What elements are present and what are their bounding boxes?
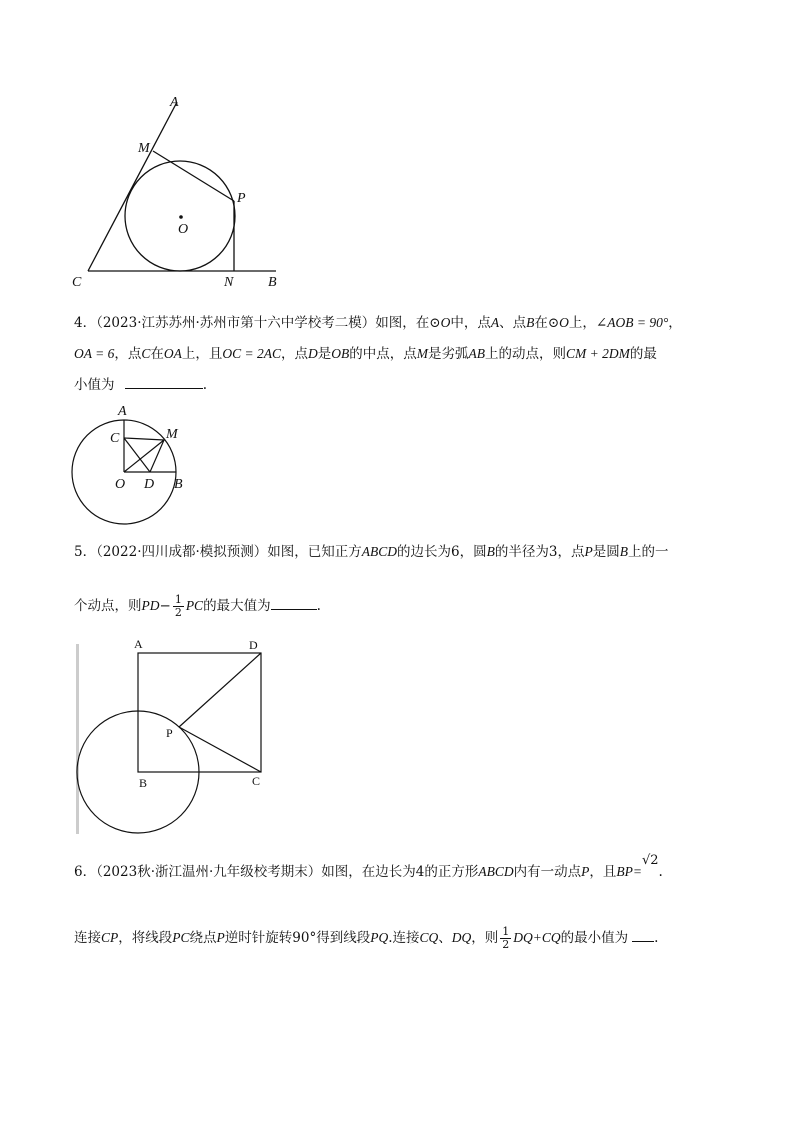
label-o: O bbox=[178, 222, 189, 237]
line-ca bbox=[88, 102, 177, 271]
segment-dm bbox=[150, 440, 164, 472]
question-5-line-2: 个动点，则PD− $\frac{1}{2}$ PC的最大值为 . bbox=[74, 593, 321, 619]
label-b: B bbox=[139, 776, 148, 790]
segment-cm bbox=[124, 438, 164, 440]
figure-square-circle bbox=[76, 636, 286, 846]
label-d: D bbox=[144, 477, 155, 492]
question-6-line-2: 连接CP，将线段PC绕点P逆时针旋转90°得到线段PQ.连接CQ、DQ，则 $\frac{1}{2}$ DQ+CQ的最小值为 . bbox=[74, 925, 659, 951]
label-c: C bbox=[110, 431, 120, 446]
label-b: B bbox=[268, 275, 277, 290]
figure-quarter-circle bbox=[66, 402, 196, 528]
question-4-line-2: OA = 6，点C在OA上，且OC = 2AC，点D是OB的中点，点M是劣弧AB上的动点，则CM + 2DM的最 bbox=[74, 346, 657, 362]
label-n: N bbox=[224, 275, 234, 290]
label-o: O bbox=[115, 477, 126, 492]
answer-blank-6[interactable] bbox=[632, 929, 654, 942]
question-5-line-1: 5．（2022·四川成都·模拟预测）如图，已知正方ABCD的边长为6，圆B的半径为3，点P是圆B上的一 bbox=[74, 544, 669, 560]
label-b: B bbox=[174, 477, 183, 492]
answer-blank-4[interactable] bbox=[125, 376, 203, 389]
figure-tangent-circle bbox=[60, 90, 300, 300]
segment-om bbox=[124, 440, 164, 472]
figure-tangent-circle-svg bbox=[60, 90, 300, 300]
label-d: D bbox=[249, 638, 258, 652]
question-4-line-3: 小值为 . bbox=[74, 377, 208, 393]
label-c: C bbox=[252, 774, 261, 788]
fraction-one-half: $\frac{1}{2}$ bbox=[174, 593, 182, 619]
segment-pc bbox=[179, 727, 261, 772]
figure-square-circle-svg bbox=[76, 636, 286, 846]
scan-edge bbox=[76, 644, 79, 834]
label-a: A bbox=[134, 637, 143, 651]
sqrt-two: √2 bbox=[641, 853, 659, 868]
center-point-o bbox=[179, 215, 183, 219]
label-p: P bbox=[237, 191, 246, 206]
answer-blank-5[interactable] bbox=[271, 597, 317, 610]
figure-quarter-circle-svg bbox=[66, 402, 196, 528]
square-abcd bbox=[138, 653, 261, 772]
label-a: A bbox=[170, 95, 179, 110]
label-c: C bbox=[72, 275, 82, 290]
label-a: A bbox=[118, 404, 127, 419]
segment-pd bbox=[179, 653, 261, 727]
label-m: M bbox=[138, 141, 150, 156]
fraction-one-half: $\frac{1}{2}$ bbox=[502, 925, 510, 951]
label-p: P bbox=[166, 726, 173, 740]
question-4-line-1: 4．（2023·江苏苏州·苏州市第十六中学校考二模）如图，在⊙O中，点A、点B在⊙O上，∠AOB = 90°， bbox=[74, 315, 682, 331]
question-6-line-1: 6．（2023秋·浙江温州·九年级校考期末）如图，在边长为4的正方形ABCD内有一动点P，且BP=√2. bbox=[74, 853, 663, 880]
label-m: M bbox=[166, 427, 178, 442]
line-mp bbox=[153, 151, 234, 201]
